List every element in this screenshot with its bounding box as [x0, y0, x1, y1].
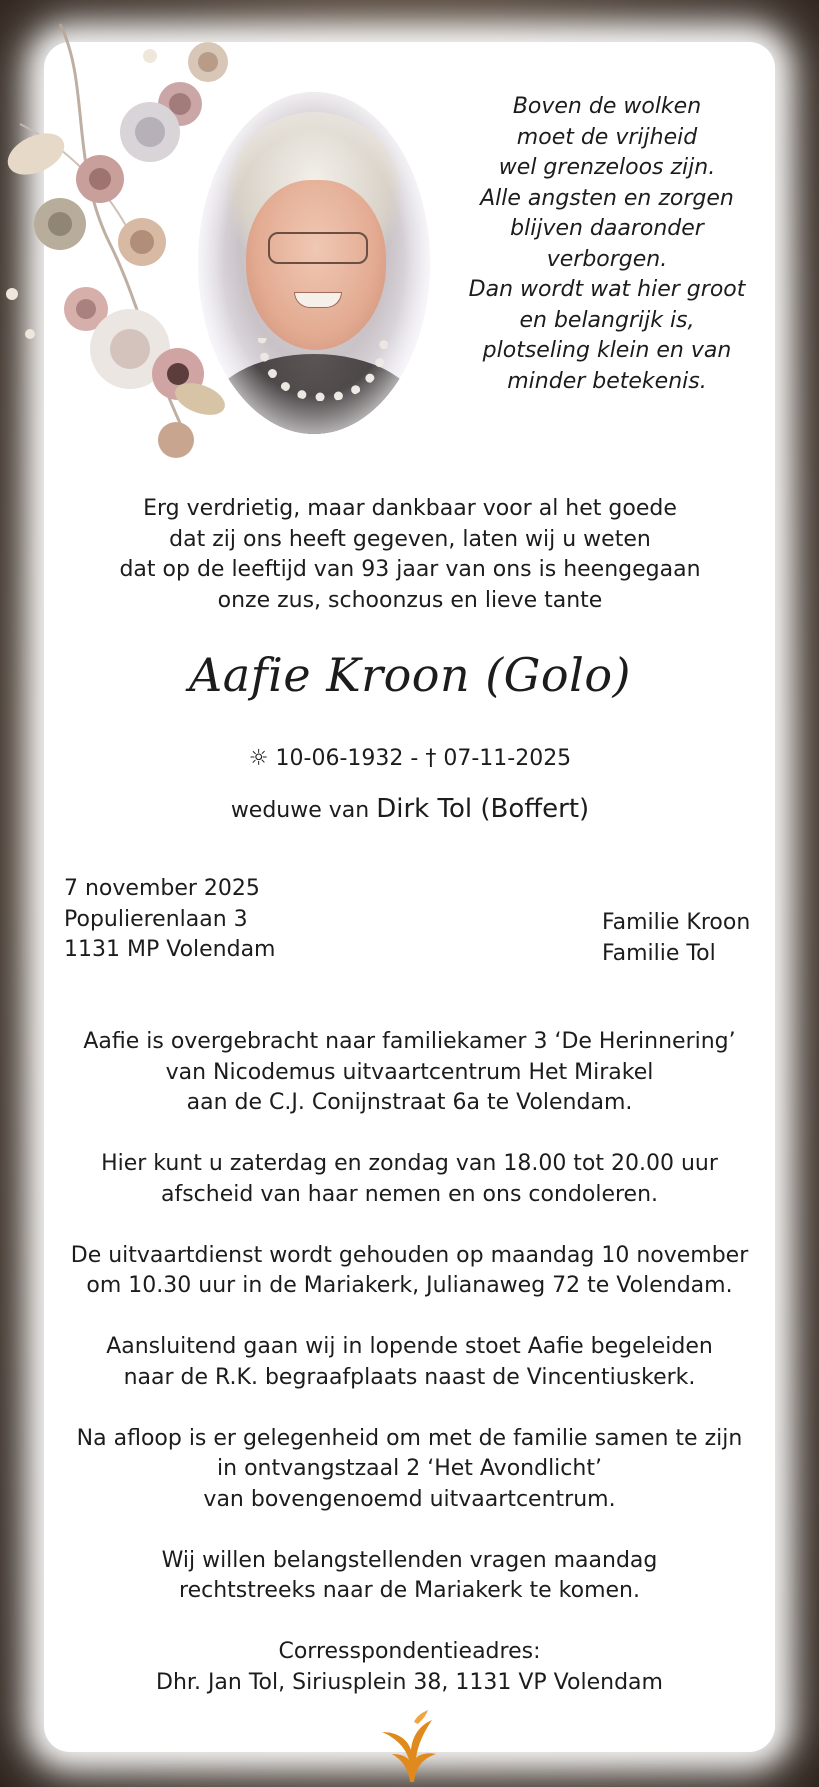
poem-line: en belangrijk is,	[519, 307, 695, 333]
paragraph-line: Dhr. Jan Tol, Siriusplein 38, 1131 VP Volendam	[156, 1669, 663, 1695]
paragraph-line: van bovengenoemd uitvaartcentrum.	[203, 1486, 616, 1512]
widow-prefix: weduwe van	[230, 798, 370, 823]
poem	[452, 92, 762, 397]
paragraph	[44, 1027, 775, 1119]
life-dates	[60, 746, 760, 771]
spouse-name: Dirk Tol (Boffert)	[376, 794, 590, 824]
address-line: 1131 MP Volendam	[64, 937, 276, 962]
intro-text	[60, 494, 760, 616]
correspondence-paragraph	[44, 1637, 775, 1698]
paragraph-line: rechtstreeks naar de Mariakerk te komen.	[179, 1578, 640, 1603]
paragraph-line: Aansluitend gaan wij in lopende stoet Aafie begeleiden	[106, 1334, 713, 1359]
flower-bouquet-icon	[0, 4, 250, 474]
birth-date: 10-06-1932 -	[275, 746, 419, 771]
paragraph-line: om 10.30 uur in de Mariakerk, Julianaweg 72 te Volendam.	[86, 1273, 733, 1298]
intro-line: dat op de leeftijd van 93 jaar van ons is heengegaan	[119, 557, 701, 582]
widow-line	[60, 794, 760, 824]
intro-line: onze zus, schoonzus en lieve tante	[217, 587, 603, 613]
body-text	[44, 1027, 775, 1698]
address-block	[64, 874, 276, 966]
paragraph	[44, 1546, 775, 1607]
paragraph-line: Wij willen belangstellenden vragen maandag	[161, 1547, 658, 1573]
address-line: 7 november 2025	[64, 876, 260, 901]
paragraph	[44, 1149, 775, 1210]
paragraph-line: in ontvangstzaal 2 ‘Het Avondlicht’	[217, 1456, 602, 1481]
family-line: Familie Tol	[602, 940, 716, 966]
paragraph-line: Hier kunt u zaterdag en zondag van 18.00 tot 20.00 uur	[101, 1151, 718, 1176]
dagger-cross-icon: †	[425, 746, 437, 771]
paragraph-line: afscheid van haar nemen en ons condoleren.	[160, 1181, 659, 1207]
poem-line: plotseling klein en van	[482, 338, 732, 363]
paragraph	[44, 1332, 775, 1393]
poem-line: Boven de wolken	[512, 94, 702, 119]
poem-line: moet de vrijheid	[516, 124, 698, 150]
poem-line: Alle angsten en zorgen	[480, 185, 734, 211]
paragraph-line: Aafie is overgebracht naar familiekamer 3 ‘De Herinnering’	[83, 1029, 736, 1054]
paragraph	[44, 1241, 775, 1302]
paragraph-line: De uitvaartdienst wordt gehouden op maandag 10 november	[70, 1242, 749, 1268]
intro-line: dat zij ons heeft gegeven, laten wij u weten	[169, 526, 651, 552]
phoenix-bird-icon	[378, 1708, 442, 1784]
poem-line: verborgen.	[546, 246, 668, 272]
paragraph-line: Corresspondentieadres:	[278, 1639, 541, 1664]
address-line: Populierenlaan 3	[64, 906, 248, 932]
paragraph-line: aan de C.J. Conijnstraat 6a te Volendam.	[186, 1090, 633, 1115]
poem-line: blijven daaronder	[510, 216, 704, 241]
family-line: Familie Kroon	[602, 910, 751, 935]
poem-line: minder betekenis.	[507, 368, 707, 394]
paragraph-line: Na afloop is er gelegenheid om met de familie samen te zijn	[76, 1425, 743, 1451]
family-block	[602, 908, 750, 969]
poem-line: Dan wordt wat hier groot	[468, 277, 746, 302]
paragraph-line: naar de R.K. begraafplaats naast de Vincentiuskerk.	[123, 1364, 696, 1390]
poem-line: wel grenzeloos zijn.	[498, 155, 716, 180]
paragraph-line: van Nicodemus uitvaartcentrum Het Mirakel	[165, 1059, 654, 1085]
sun-icon: ☼	[248, 746, 269, 771]
deceased-name: Aafie Kroon (Golo)	[189, 648, 631, 702]
intro-line: Erg verdrietig, maar dankbaar voor al het goede	[143, 496, 677, 521]
paragraph	[44, 1424, 775, 1516]
death-date: 07-11-2025	[443, 746, 572, 771]
